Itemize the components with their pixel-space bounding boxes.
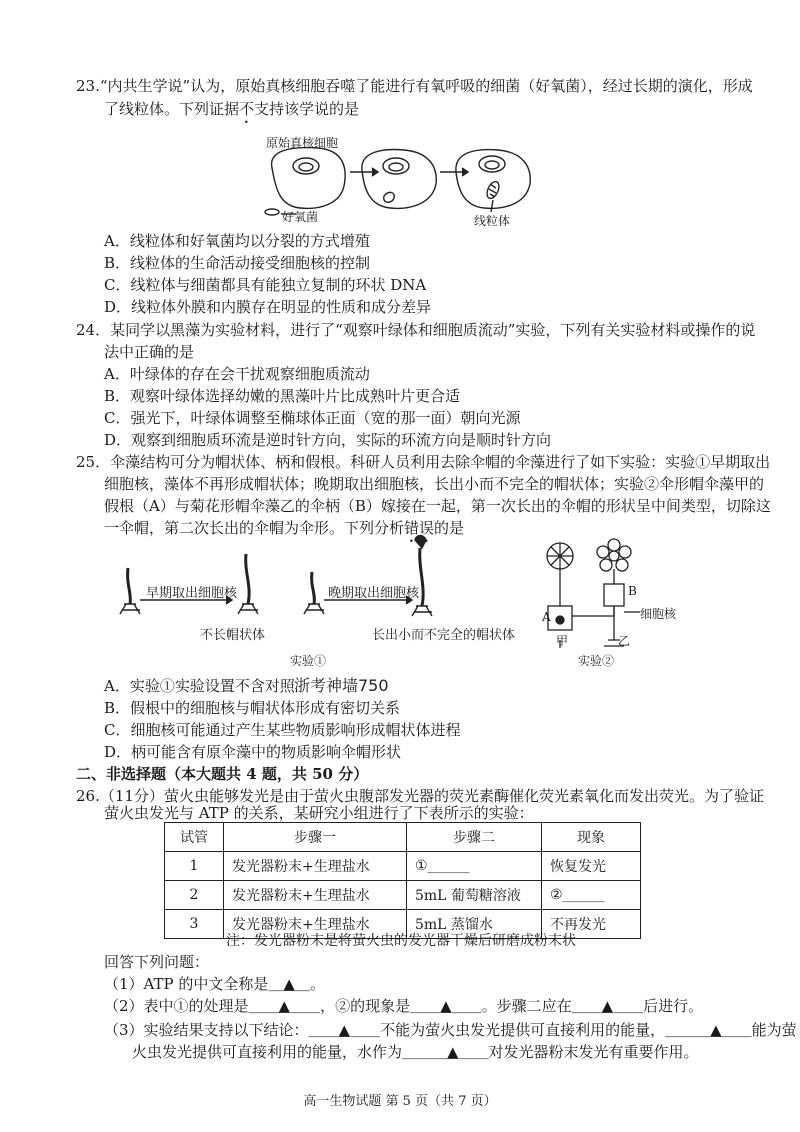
table-cell: 5mL 葡萄糖溶液 (407, 881, 542, 910)
q25-stem-line2: 细胞核，藻体不再形成帽状体；晚期取出细胞核，长出小而不完全的帽状体；实验②伞形帽伞藻甲的 (104, 475, 765, 493)
q25-option-b: B．假根中的细胞核与帽状体形成有密切关系 (104, 699, 401, 717)
table-row (165, 852, 641, 881)
label-A: A (542, 610, 551, 624)
q24-option-c: C．强光下，叶绿体调整至椭球体正面（宽的那一面）朝向光源 (104, 409, 521, 427)
table-header-row (165, 823, 641, 852)
q26-sub2: （2）表中①的处理是＿＿▲＿＿，②的现象是＿＿▲＿＿。步骤二应在＿＿▲＿＿后进行。 (104, 997, 704, 1015)
chrysanthemum-cap (597, 539, 631, 571)
table-cell: 不再发光 (542, 910, 641, 939)
label-mitochondria: 线粒体 (474, 214, 511, 228)
mitochondrion-shape (485, 180, 502, 201)
q26-sub3-line2: 火虫发光提供可直接利用的能量，水作为＿＿＿▲＿＿对发光器粉末发光有重要作用。 (132, 1043, 699, 1061)
label-bacteria: 好氧菌 (282, 210, 319, 224)
engulfed-bacteria (384, 192, 395, 202)
q25-stem-line3: 假根（A）与菊花形帽伞藻乙的伞柄（B）嫁接在一起，第一次长出的伞帽的形状呈中间类型，切除这 (104, 497, 771, 515)
q23-option-a: A．线粒体和好氧菌均以分裂的方式增殖 (104, 232, 370, 250)
table-cell: ②______ (542, 881, 641, 910)
q25-emphasis: 错误 (404, 519, 435, 537)
watermark-text: 浙考神墙750 (294, 676, 389, 695)
label-jia: 甲 (556, 634, 569, 648)
label-no-cap: 不长帽状体 (200, 628, 266, 643)
q26-stem-line2: 萤火虫发光与 ATP 的关系，某研究小组进行了下表所示的实验： (104, 804, 534, 822)
q25-option-a: A．实验①实验设置不含对照 (104, 677, 295, 695)
label-early: 早期取出细胞核 (146, 586, 238, 601)
q25-stem-line1: 25．伞藻结构可分为帽状体、柄和假根。科研人员利用去除伞帽的伞藻进行了如下实验：实验①早期取出 (76, 453, 771, 471)
table-cell: 恢复发光 (542, 852, 641, 881)
label-original-cell: 原始真核细胞 (266, 136, 339, 150)
q24-option-b: B．观察叶绿体选择幼嫩的黑藻叶片比成熟叶片更合适 (104, 387, 461, 405)
q25-option-c: C．细胞核可能通过产生某些物质影响形成帽状体进程 (104, 721, 461, 739)
table-note: 注：发光器粉末是将萤火虫的发光器干燥后研磨成粉末状 (226, 933, 576, 949)
section-heading: 二、非选择题（本大题共 4 题，共 50 分） (76, 765, 369, 783)
q23-option-d: D．线粒体外膜和内膜存在明显的性质和成分差异 (104, 298, 432, 316)
q25-option-d: D．柄可能含有原伞藻中的物质影响伞帽形状 (104, 743, 402, 761)
table-header: 试管 (165, 823, 224, 852)
q23-stem-line1: 23.“内共生学说”认为，原始真核细胞吞噬了能进行有氧呼吸的细菌（好氧菌），经过长期的演化，形成 (76, 77, 753, 95)
page-footer: 高一生物试题 第 5 页（共 7 页） (303, 1094, 497, 1109)
table-row (165, 881, 641, 910)
table-header: 现象 (542, 823, 641, 852)
cell-3-outline (456, 150, 530, 209)
q25-stem-line4: 一伞帽，第二次长出的伞帽为伞形。下列分析错误的是 (104, 519, 465, 537)
q26-prompt: 回答下列问题： (104, 953, 210, 971)
label-exp2: 实验② (578, 654, 615, 668)
q26-stem-line1: 26.（11分）萤火虫能够发光是由于萤火虫腹部发光器的荧光素酶催化荧光素氧化而发出荧光。为了验证 (76, 787, 764, 805)
table-cell: 发光器粉末+生理盐水 (224, 910, 407, 939)
label-B: B (628, 584, 637, 598)
label-small-cap: 长出小而不完全的帽状体 (372, 628, 516, 643)
experiment-table (164, 822, 641, 939)
cell-1-outline (272, 148, 346, 209)
table-cell: 2 (165, 881, 224, 910)
label-yi: 乙 (618, 634, 631, 648)
q23-option-c: C．线粒体与细菌都具有能独立复制的环状 DNA (104, 276, 427, 294)
q23-option-b: B．线粒体的生命活动接受细胞核的控制 (104, 254, 371, 272)
experiment-1-figure (120, 536, 432, 617)
q24-stem-line2: 法中正确的是 (104, 343, 195, 361)
table-header: 步骤一 (224, 823, 407, 852)
q23-emphasis: 不 (239, 100, 255, 118)
table-cell: 发光器粉末+生理盐水 (224, 852, 407, 881)
q24-option-d: D．观察到细胞质环流是逆时针方向，实际的环流方向是顺时针方向 (104, 431, 552, 449)
table-cell: 3 (165, 910, 224, 939)
q26-sub3-line1: （3）实验结果支持以下结论：＿＿▲＿＿不能为萤火虫发光提供可直接利用的能量，＿＿＿▲＿＿能为萤 (104, 1021, 797, 1039)
bacteria-shape (265, 209, 279, 215)
endosymbiosis-figure (265, 148, 530, 215)
q26-sub1: （1）ATP 的中文全称是＿▲＿。 (104, 975, 325, 993)
q24-option-a: A．叶绿体的存在会干扰观察细胞质流动 (104, 365, 370, 383)
label-exp1: 实验① (290, 654, 327, 668)
table-cell: 发光器粉末+生理盐水 (224, 881, 407, 910)
table-header: 步骤二 (407, 823, 542, 852)
table-cell: ①______ (407, 852, 542, 881)
graft-box-B (604, 584, 624, 606)
label-nucleus: 细胞核 (640, 607, 677, 621)
q23-stem-line2: 了线粒体。下列证据不支持该学说的是 (104, 100, 360, 118)
table-cell: 5mL 蒸馏水 (407, 910, 542, 939)
q24-stem-line1: 24．某同学以黑藻为实验材料，进行了“观察叶绿体和细胞质流动”实验，下列有关实验材料或操作的说 (76, 321, 756, 339)
label-late: 晚期取出细胞核 (328, 586, 420, 601)
table-cell: 1 (165, 852, 224, 881)
